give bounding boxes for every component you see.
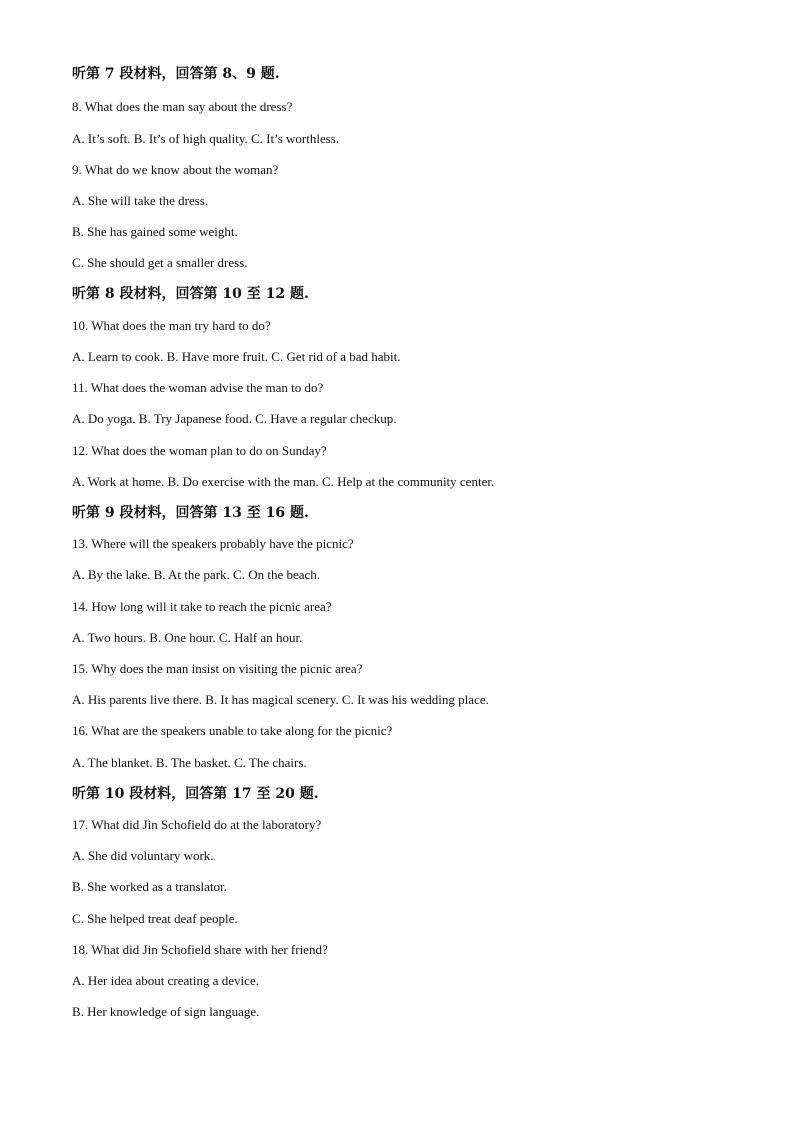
answer-option: B. She worked as a translator. bbox=[72, 879, 227, 894]
answer-options: A. Two hours. B. One hour. C. Half an hour. bbox=[72, 630, 303, 645]
question-text: 10. What does the man try hard to do? bbox=[72, 318, 271, 333]
answer-option: A. She did voluntary work. bbox=[72, 848, 214, 863]
question-text: 8. What does the man say about the dress? bbox=[72, 99, 293, 114]
section-heading: 听第 8 段材料，回答第 10 至 12 题. bbox=[72, 286, 309, 302]
answer-option: B. Her knowledge of sign language. bbox=[72, 1004, 260, 1019]
question-text: 15. Why does the man insist on visiting the picnic area? bbox=[72, 661, 363, 676]
section-heading: 听第 9 段材料，回答第 13 至 16 题. bbox=[72, 505, 309, 521]
answer-options: A. His parents live there. B. It has magical scenery. C. It was his wedding place. bbox=[72, 692, 489, 707]
question-text: 9. What do we know about the woman? bbox=[72, 162, 279, 177]
question-text: 14. How long will it take to reach the picnic area? bbox=[72, 599, 332, 614]
answer-options: A. Work at home. B. Do exercise with the man. C. Help at the community center. bbox=[72, 474, 495, 489]
answer-options: A. Learn to cook. B. Have more fruit. C. Get rid of a bad habit. bbox=[72, 349, 401, 364]
answer-option: C. She helped treat deaf people. bbox=[72, 911, 238, 926]
answer-options: A. By the lake. B. At the park. C. On the beach. bbox=[72, 567, 321, 582]
question-text: 17. What did Jin Schofield do at the laboratory? bbox=[72, 817, 322, 832]
question-text: 18. What did Jin Schofield share with her friend? bbox=[72, 942, 328, 957]
answer-option: C. She should get a smaller dress. bbox=[72, 255, 248, 270]
answer-options: A. It’s soft. B. It’s of high quality. C. It’s worthless. bbox=[72, 131, 340, 146]
question-text: 13. Where will the speakers probably have the picnic? bbox=[72, 536, 354, 551]
section-heading: 听第 10 段材料，回答第 17 至 20 题. bbox=[72, 786, 319, 802]
answer-option: A. Her idea about creating a device. bbox=[72, 973, 259, 988]
answer-option: A. She will take the dress. bbox=[72, 193, 209, 208]
question-text: 16. What are the speakers unable to take along for the picnic? bbox=[72, 723, 393, 738]
section-heading: 听第 7 段材料，回答第 8、9 题. bbox=[72, 66, 280, 82]
question-text: 11. What does the woman advise the man to do? bbox=[72, 380, 324, 395]
answer-option: B. She has gained some weight. bbox=[72, 224, 238, 239]
answer-options: A. The blanket. B. The basket. C. The chairs. bbox=[72, 755, 307, 770]
question-text: 12. What does the woman plan to do on Sunday? bbox=[72, 443, 327, 458]
answer-options: A. Do yoga. B. Try Japanese food. C. Have a regular checkup. bbox=[72, 411, 397, 426]
